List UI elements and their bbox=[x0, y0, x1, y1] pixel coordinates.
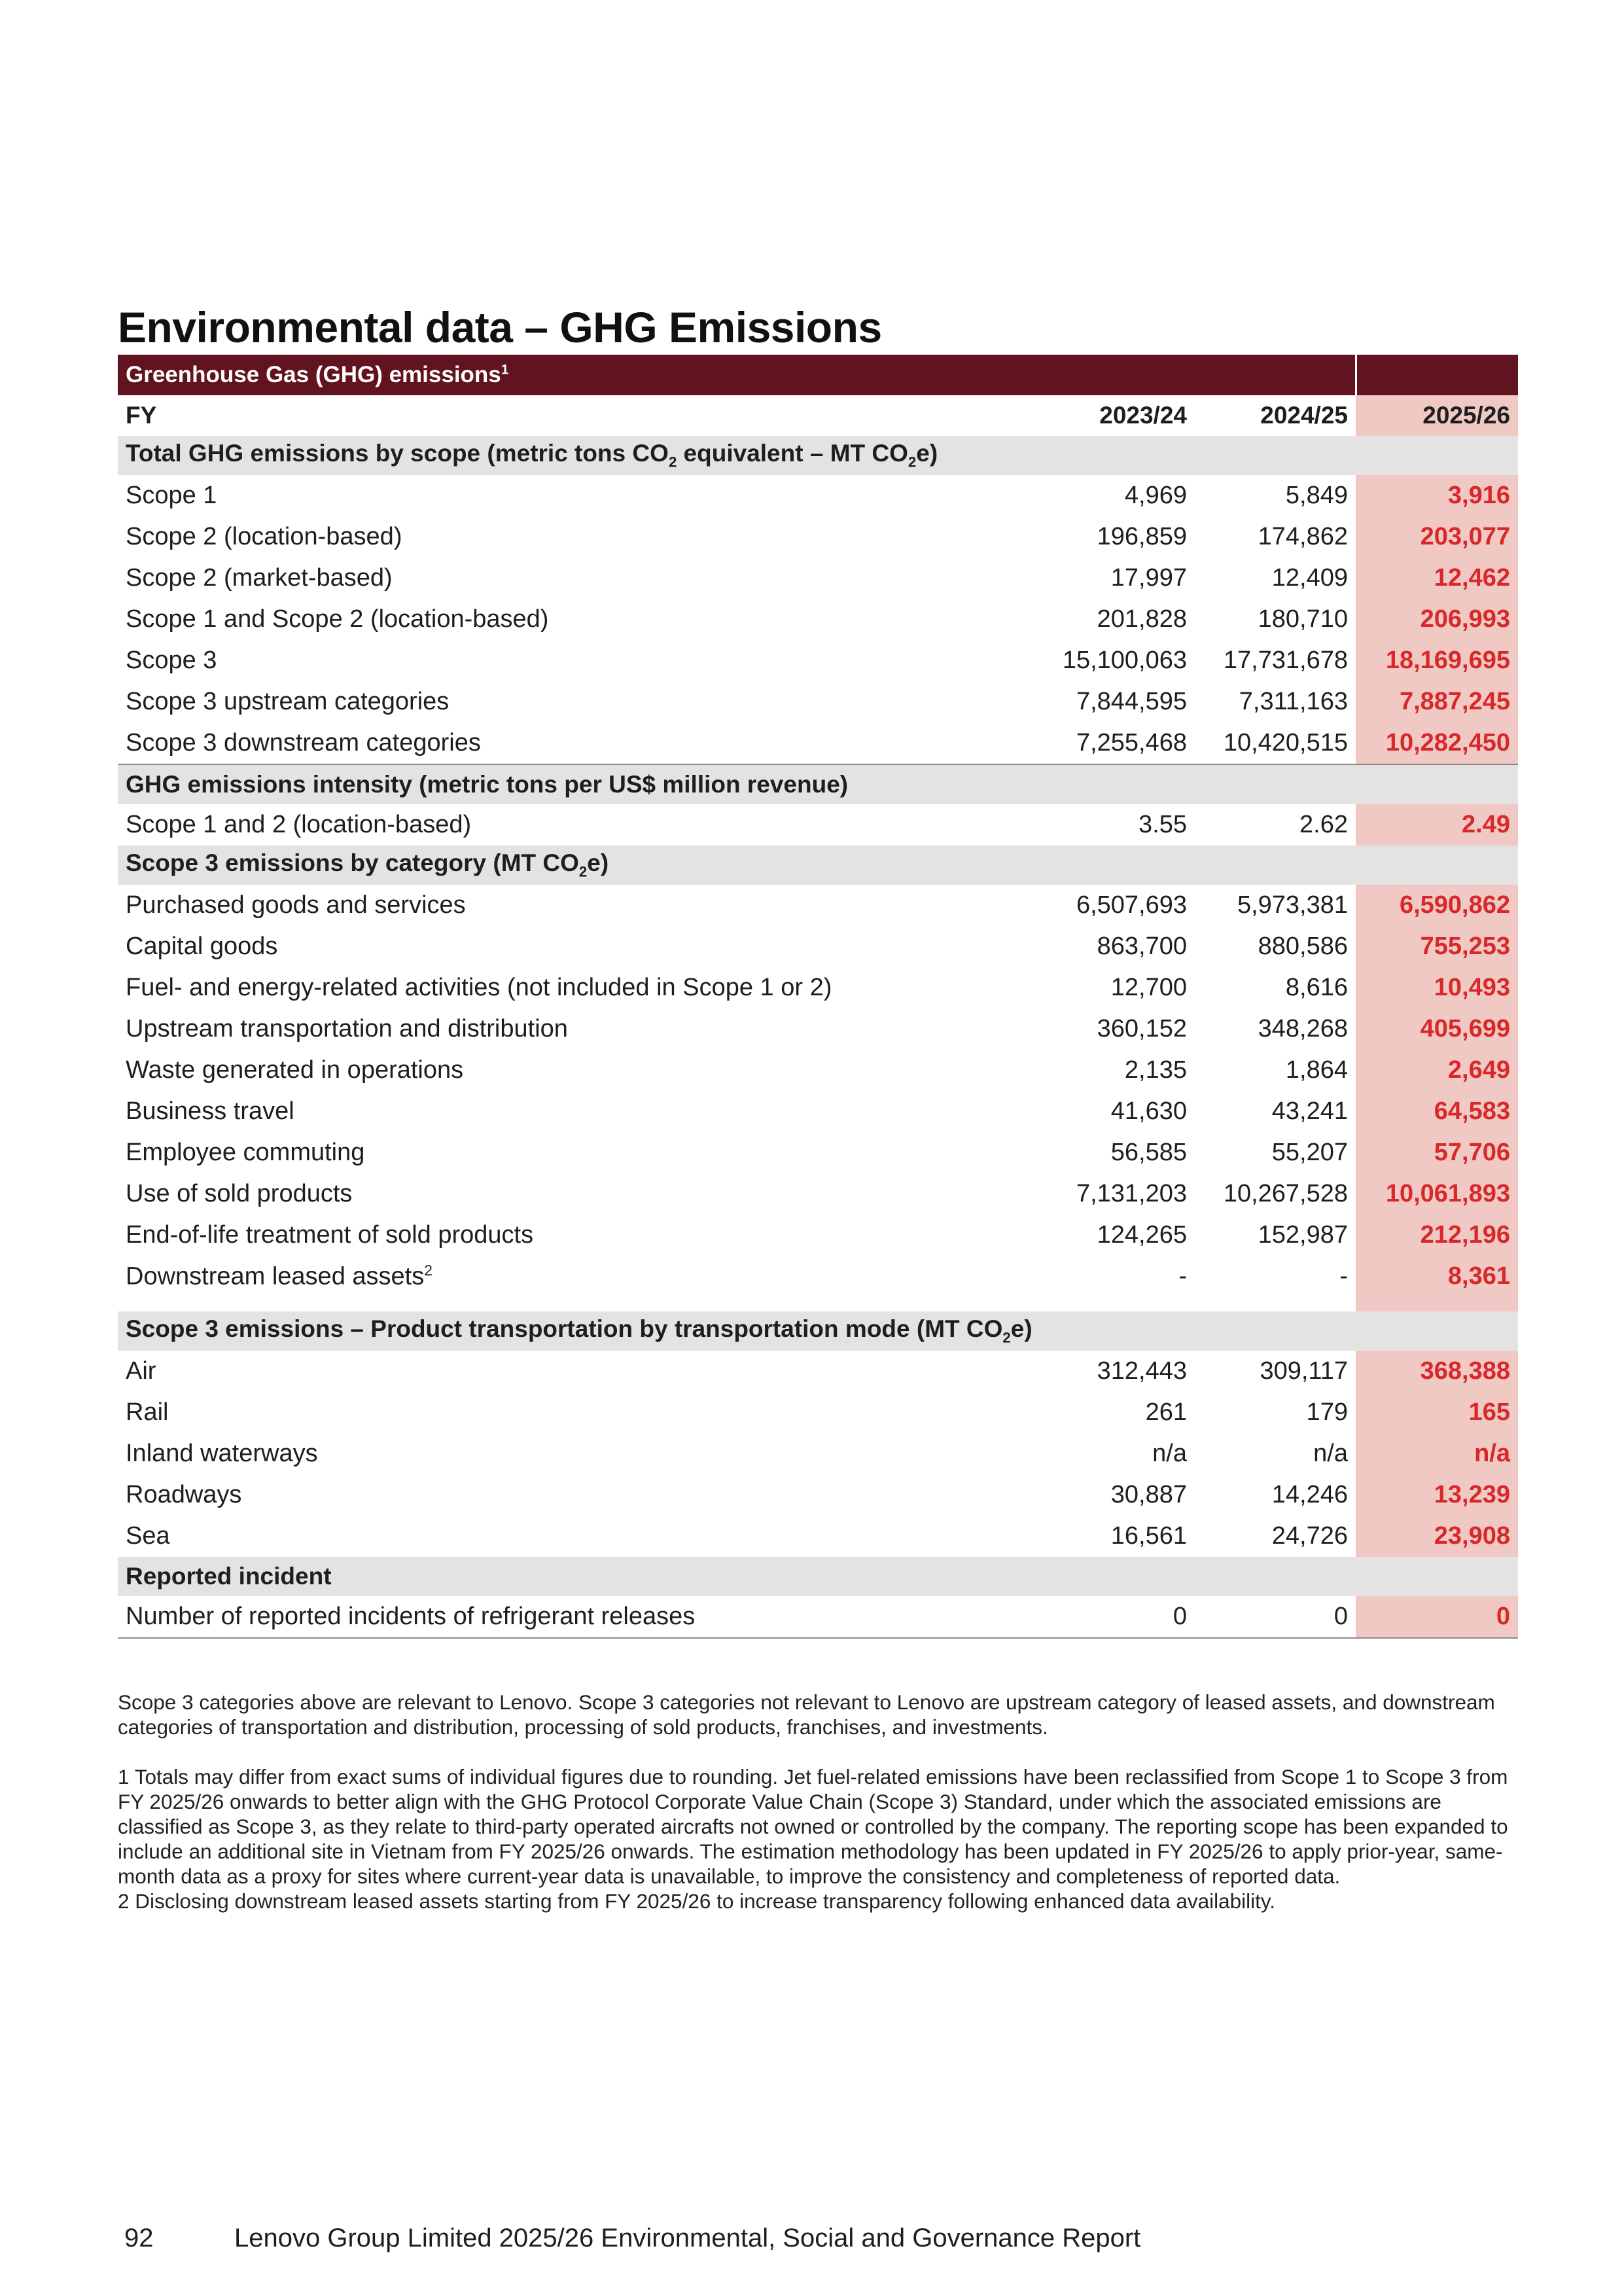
value-2024-25: 5,849 bbox=[1285, 482, 1348, 509]
row-label: Scope 3 bbox=[126, 647, 217, 674]
value-2023-24: 360,152 bbox=[1097, 1015, 1187, 1042]
value-2025-26: 7,887,245 bbox=[1356, 681, 1518, 722]
value-2025-26: 405,699 bbox=[1356, 1008, 1518, 1050]
value-2024-25: 10,420,515 bbox=[1223, 729, 1348, 756]
value-2023-24: 6,507,693 bbox=[1076, 891, 1187, 919]
value-2025-26: 57,706 bbox=[1356, 1132, 1518, 1173]
fy-row bbox=[118, 395, 1518, 436]
value-2024-25: 55,207 bbox=[1271, 1139, 1348, 1166]
row-label: Scope 2 (location-based) bbox=[126, 523, 402, 550]
value-2023-24: 201,828 bbox=[1097, 605, 1187, 633]
fy-label: FY bbox=[126, 402, 157, 429]
section-scope3-category bbox=[118, 845, 1518, 885]
value-2025-26: 64,583 bbox=[1356, 1091, 1518, 1132]
table-row bbox=[118, 681, 1518, 722]
value-2023-24: 863,700 bbox=[1097, 933, 1187, 960]
value-2025-26: 10,061,893 bbox=[1356, 1173, 1518, 1215]
value-2023-24: 2,135 bbox=[1124, 1056, 1187, 1084]
row-label: Employee commuting bbox=[126, 1139, 365, 1166]
value-2025-26: 10,282,450 bbox=[1356, 722, 1518, 764]
row-label: Scope 1 and Scope 2 (location-based) bbox=[126, 605, 549, 633]
value-2024-25: 14,246 bbox=[1271, 1481, 1348, 1508]
row-label: Downstream leased assets$^2$ bbox=[126, 1262, 432, 1290]
value-2023-24: 124,265 bbox=[1097, 1221, 1187, 1249]
value-2025-26: 368,388 bbox=[1356, 1351, 1518, 1392]
value-2023-24: 17,997 bbox=[1110, 564, 1187, 592]
table-row bbox=[118, 516, 1518, 558]
table-row bbox=[118, 722, 1518, 764]
notes bbox=[118, 1690, 1525, 1913]
value-2024-25: 17,731,678 bbox=[1223, 647, 1348, 674]
value-2025-26: 212,196 bbox=[1356, 1215, 1518, 1256]
row-label: Scope 1 and 2 (location-based) bbox=[126, 811, 472, 838]
row-label: Purchased goods and services bbox=[126, 891, 466, 919]
table-row bbox=[118, 1008, 1518, 1050]
ghg-emissions-table bbox=[118, 355, 1518, 1639]
table-header-spacer bbox=[1356, 355, 1518, 395]
table-row bbox=[118, 1091, 1518, 1132]
page-title: Environmental data – GHG Emissions bbox=[118, 303, 882, 351]
value-2024-25: 0 bbox=[1195, 1596, 1356, 1638]
value-2024-25: 2.62 bbox=[1299, 811, 1348, 838]
value-2023-24: 56,585 bbox=[1110, 1139, 1187, 1166]
value-2023-24: 261 bbox=[1145, 1398, 1187, 1426]
value-2023-24: 15,100,063 bbox=[1062, 647, 1187, 674]
table-row bbox=[118, 1596, 1518, 1638]
value-2024-25: - bbox=[1339, 1262, 1348, 1290]
value-2023-24: 0 bbox=[1034, 1596, 1195, 1638]
row-label: Scope 3 upstream categories bbox=[126, 688, 450, 715]
table-row bbox=[118, 1256, 1518, 1297]
value-2025-26: 23,908 bbox=[1356, 1516, 1518, 1557]
table-row bbox=[118, 1351, 1518, 1392]
value-2023-24: 196,859 bbox=[1097, 523, 1187, 550]
value-2024-25: 152,987 bbox=[1258, 1221, 1348, 1249]
value-2024-25: 43,241 bbox=[1271, 1097, 1348, 1125]
value-2024-25: 24,726 bbox=[1271, 1522, 1348, 1550]
value-2023-24: 12,700 bbox=[1110, 974, 1187, 1001]
section-title: Reported incident bbox=[118, 1557, 1356, 1596]
group-total-ghg bbox=[118, 475, 1518, 764]
row-label: Inland waterways bbox=[126, 1440, 318, 1467]
table-row bbox=[118, 1516, 1518, 1557]
row-label: Air bbox=[126, 1357, 156, 1385]
value-2025-26: 2.49 bbox=[1356, 804, 1518, 845]
value-2024-25: 1,864 bbox=[1285, 1056, 1348, 1084]
table-row bbox=[118, 640, 1518, 681]
table-row bbox=[118, 558, 1518, 599]
value-2023-24: 7,844,595 bbox=[1076, 688, 1187, 715]
value-2024-25: 12,409 bbox=[1271, 564, 1348, 592]
value-2024-25: 179 bbox=[1306, 1398, 1348, 1426]
value-2024-25: 174,862 bbox=[1258, 523, 1348, 550]
section-reported-incident bbox=[118, 1557, 1518, 1596]
value-2024-25: 180,710 bbox=[1258, 605, 1348, 633]
value-2024-25: 8,616 bbox=[1285, 974, 1348, 1001]
table-row bbox=[118, 475, 1518, 516]
section-transport-mode bbox=[118, 1311, 1518, 1351]
value-2025-26: 13,239 bbox=[1356, 1474, 1518, 1516]
table-row bbox=[118, 1173, 1518, 1215]
footnote-2: 2 Disclosing downstream leased assets starting from FY 2025/26 to increase transparency following enhanced data availability. bbox=[118, 1889, 1276, 1913]
footnote-1: 1 Totals may differ from exact sums of individual figures due to rounding. Jet fuel-related emissions have been reclassified from Scope 1 to Scope 3 from FY 2025/26 onwards to better align with the GHG Protocol Corporate Value Chain (Scope 3) Standard, under which the associated emissions are classified as Scope 3, as they relate to third-party operated aircrafts not owned or controlled by the company. The reporting scope has been expanded to include an additional site in Vietnam from FY 2025/26 onwards. The estimation methodology has been updated in FY 2025/26 to apply prior-year, same-month data as a proxy for sites where current-year data is unavailable, to improve the consistency and completeness of reported data. bbox=[118, 1765, 1508, 1888]
value-2025-26: 18,169,695 bbox=[1356, 640, 1518, 681]
value-2025-26: 755,253 bbox=[1356, 926, 1518, 967]
value-2024-25: 7,311,163 bbox=[1239, 688, 1348, 715]
table-row bbox=[118, 1392, 1518, 1433]
row-label: Sea bbox=[126, 1522, 170, 1550]
row-label: Waste generated in operations bbox=[126, 1056, 464, 1084]
value-2023-24: 312,443 bbox=[1097, 1357, 1187, 1385]
table-row bbox=[118, 885, 1518, 926]
row-label: Capital goods bbox=[126, 933, 278, 960]
table-row bbox=[118, 1050, 1518, 1091]
value-2025-26: 0 bbox=[1356, 1596, 1518, 1638]
fy-year-2025-26: 2025/26 bbox=[1356, 395, 1518, 436]
value-2023-24: 3.55 bbox=[1139, 811, 1187, 838]
value-2024-25: 309,117 bbox=[1260, 1357, 1348, 1385]
value-2024-25: 348,268 bbox=[1258, 1015, 1348, 1042]
row-label: End-of-life treatment of sold products bbox=[126, 1221, 534, 1249]
table-row bbox=[118, 926, 1518, 967]
value-2023-24: 16,561 bbox=[1110, 1522, 1187, 1550]
row-label: Scope 1 bbox=[126, 482, 217, 509]
group-intensity bbox=[118, 804, 1518, 845]
page-number: 92 bbox=[124, 2224, 154, 2252]
fy-year-2024-25: 2024/25 bbox=[1260, 402, 1348, 429]
table-row bbox=[118, 967, 1518, 1008]
table-row bbox=[118, 1474, 1518, 1516]
row-label: Scope 2 (market-based) bbox=[126, 564, 393, 592]
value-2025-26: 3,916 bbox=[1356, 475, 1518, 516]
row-label: Use of sold products bbox=[126, 1180, 353, 1207]
value-2023-24: 4,969 bbox=[1124, 482, 1187, 509]
row-label: Roadways bbox=[126, 1481, 242, 1508]
value-2025-26: 2,649 bbox=[1356, 1050, 1518, 1091]
value-2023-24: 7,255,468 bbox=[1076, 729, 1187, 756]
value-2024-25: 880,586 bbox=[1258, 933, 1348, 960]
value-2025-26: 12,462 bbox=[1356, 558, 1518, 599]
section-title: Scope 3 emissions – Product transportation by transportation mode (MT $CO_2e$) bbox=[118, 1311, 1356, 1351]
table-header-label: Greenhouse Gas (GHG) emissions$^1$ bbox=[118, 355, 1356, 395]
relevance-note: Scope 3 categories above are relevant to Lenovo. Scope 3 categories not relevant to Lenovo are upstream category of leased assets, and downstream categories of transportation and distribution, processing of sold products, franchises, and investments. bbox=[118, 1690, 1495, 1739]
report-title: Lenovo Group Limited 2025/26 Environmental, Social and Governance Report bbox=[234, 2224, 1141, 2252]
table-row bbox=[118, 599, 1518, 640]
value-2023-24: 7,131,203 bbox=[1076, 1180, 1187, 1207]
row-label: Rail bbox=[126, 1398, 169, 1426]
value-2023-24: - bbox=[1178, 1262, 1187, 1290]
row-label: Business travel bbox=[126, 1097, 294, 1125]
section-title: Scope 3 emissions by category (MT $CO_2e$) bbox=[118, 845, 1356, 885]
value-2024-25: n/a bbox=[1313, 1440, 1348, 1467]
value-2025-26: 165 bbox=[1356, 1392, 1518, 1433]
value-2025-26: 206,993 bbox=[1356, 599, 1518, 640]
value-2025-26: n/a bbox=[1356, 1433, 1518, 1474]
table-row bbox=[118, 1433, 1518, 1474]
group-scope3-category bbox=[118, 885, 1518, 1297]
value-2024-25: 5,973,381 bbox=[1237, 891, 1348, 919]
section-intensity bbox=[118, 764, 1518, 804]
row-label: Fuel- and energy-related activities (not included in Scope 1 or 2) bbox=[126, 974, 832, 1001]
page-footer bbox=[124, 2224, 1140, 2253]
row-label: Number of reported incidents of refrigerant releases bbox=[118, 1596, 1034, 1638]
group-transport-mode bbox=[118, 1351, 1518, 1557]
table-header-row bbox=[118, 355, 1518, 395]
table-row bbox=[118, 804, 1518, 845]
value-2025-26: 203,077 bbox=[1356, 516, 1518, 558]
value-2023-24: 30,887 bbox=[1110, 1481, 1187, 1508]
value-2025-26: 8,361 bbox=[1356, 1256, 1518, 1297]
table-row bbox=[118, 1132, 1518, 1173]
group-reported-incident bbox=[118, 1596, 1518, 1638]
table-row bbox=[118, 1215, 1518, 1256]
value-2023-24: n/a bbox=[1152, 1440, 1187, 1467]
value-2024-25: 10,267,528 bbox=[1223, 1180, 1348, 1207]
value-2025-26: 6,590,862 bbox=[1356, 885, 1518, 926]
value-2023-24: 41,630 bbox=[1110, 1097, 1187, 1125]
fy-year-2023-24: 2023/24 bbox=[1099, 402, 1187, 429]
section-title: Total GHG emissions by scope (metric tons $CO_2$ equivalent – MT $CO_2e$) bbox=[118, 436, 1356, 475]
row-label: Scope 3 downstream categories bbox=[126, 729, 481, 756]
value-2025-26: 10,493 bbox=[1356, 967, 1518, 1008]
section-title: GHG emissions intensity (metric tons per US$ million revenue) bbox=[118, 764, 1356, 804]
section-total-ghg bbox=[118, 436, 1518, 475]
row-label: Upstream transportation and distribution bbox=[126, 1015, 568, 1042]
